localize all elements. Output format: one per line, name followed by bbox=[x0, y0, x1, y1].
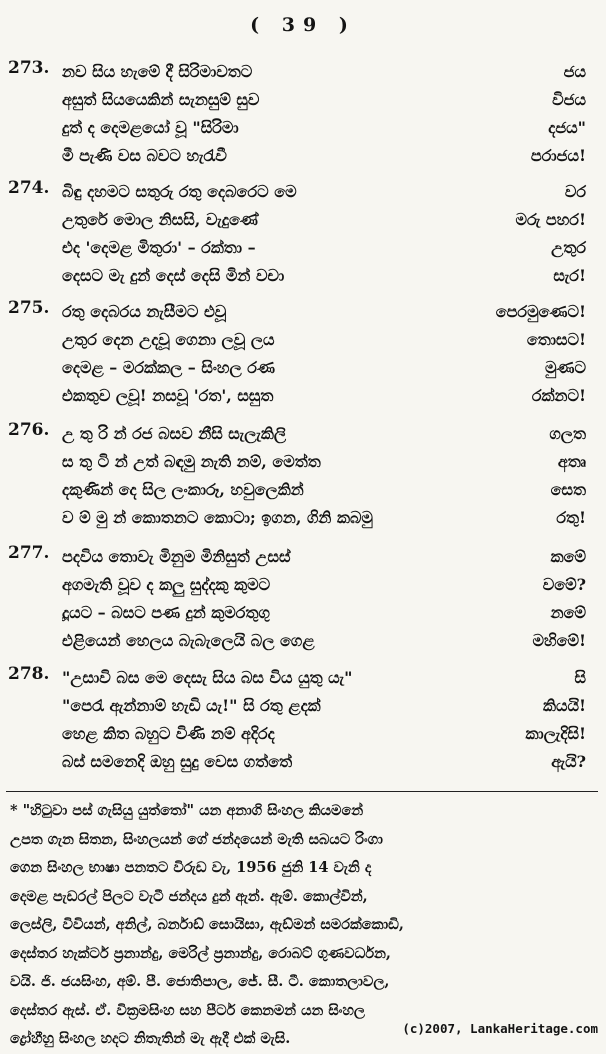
verse-line bbox=[62, 178, 592, 208]
verse-line-text: දුත් ද දෙමළයෝ වූ "සිරිමා bbox=[62, 118, 239, 137]
verse-line bbox=[62, 234, 592, 264]
verse-line bbox=[62, 114, 592, 144]
verse-line-rhyme: විජය bbox=[552, 90, 586, 109]
verse-line-rhyme: කමේ bbox=[550, 547, 586, 566]
verse-line bbox=[62, 720, 592, 750]
verse-line-text: රතු දෙබරය නැසීමට එවූ bbox=[62, 302, 227, 321]
verse-line-rhyme: මහිමේ! bbox=[532, 631, 586, 650]
verse-line-rhyme: දජය" bbox=[548, 118, 586, 137]
page-number: ( 39 ) bbox=[250, 14, 356, 36]
verse-line bbox=[62, 354, 592, 384]
verse-number: 278. bbox=[8, 664, 50, 684]
verse-number: 275. bbox=[8, 298, 50, 318]
verse-line bbox=[62, 664, 592, 694]
verse-line bbox=[62, 599, 592, 629]
verse-line bbox=[62, 571, 592, 601]
copyright-credit: (c)2007, LankaHeritage.com bbox=[402, 1021, 598, 1036]
verse-line bbox=[62, 627, 592, 657]
verse-line-text: පදවිය තොවැ මිනුම මිනිසුත් උසස් bbox=[62, 547, 291, 566]
verse-line bbox=[62, 448, 592, 478]
verse-line bbox=[62, 420, 592, 450]
verse-line bbox=[62, 382, 592, 412]
verse-line bbox=[62, 504, 592, 534]
verse-line-text: නව සිය හැමේ දී සිරිමාවතට bbox=[62, 62, 253, 81]
footnote-line: ලෙස්ලි, විවියන්, අනිල්, බර්නාඩ් සොයිසා, ඇඩ්මන් සමරක්කොඩි, bbox=[10, 916, 404, 933]
verse-number: 276. bbox=[8, 420, 50, 440]
verse-number: 277. bbox=[8, 543, 50, 563]
verse-line bbox=[62, 86, 592, 116]
footnote-divider bbox=[6, 791, 598, 792]
verse-line-rhyme: පෙරමුණෙට! bbox=[495, 302, 586, 321]
footnote-line: වයි. ජි. ජයසිංහ, අම්. පී. ජොතිපාල, ජේ. සී. ටී. කොතලාවල, bbox=[10, 973, 390, 990]
verse-line-text: දකුණින් දෙ සිල ලංකාරූ, හවුලෙකින් bbox=[62, 480, 304, 499]
verse-line bbox=[62, 58, 592, 88]
verse-line-rhyme: කාලැදිසි! bbox=[525, 724, 586, 743]
verse-line-rhyme: ගලත bbox=[549, 424, 586, 443]
verse-line-rhyme: සෙත bbox=[550, 480, 586, 499]
verse-line-text: බිඳු දහමට සතුරු රතු දෙබරෙට මෙ bbox=[62, 182, 297, 201]
footnote bbox=[10, 797, 596, 1054]
verse-line bbox=[62, 326, 592, 356]
footnote-line: * "හිටුවා පස් ගැසියු යුත්තෝ" යන අනාගි සිංහල කියමනේ bbox=[10, 802, 364, 819]
verse-line bbox=[62, 748, 592, 778]
verse-line-text: දෙමළ – මරක්කල – සිංහල රණ bbox=[62, 358, 275, 377]
verse-line-text: උතුරේ මොල නිසසි, වැදුණේ bbox=[62, 210, 258, 229]
verse-line bbox=[62, 262, 592, 292]
verse-line bbox=[62, 206, 592, 236]
verse-line-rhyme: සි bbox=[574, 668, 586, 687]
verse-line-text: උතුර දෙන උදවූ ගෙනා ලවූ ලය bbox=[62, 330, 275, 349]
verse-line-rhyme: කියයි! bbox=[542, 696, 586, 715]
verse-line-text: මී පැණි වස බවට හැරැවී bbox=[62, 146, 227, 165]
verse-line-rhyme: ඇයි? bbox=[551, 752, 586, 771]
verse-line-rhyme: රක්නට! bbox=[531, 386, 586, 405]
footnote-line: දෙස්තර හැක්ටර් ප්‍රනාන්දු, මෙරිල් ප්‍රනාන්දු, රොබට් ගුණවර්ධන, bbox=[10, 944, 391, 962]
footnote-line: දෙස්තර ඇස්. ඒ. වික්‍රමසිංහ සහ පීටර් කෙනමන් යන සිංහල bbox=[10, 1001, 365, 1019]
verse-line-rhyme: ජය bbox=[563, 62, 586, 81]
verse-line-rhyme: නමේ bbox=[550, 603, 586, 622]
footnote-line: ගෙන සිංහල භාෂා පනතට විරුඩ වැ, 1956 ජුනි 14 වැනි ද bbox=[10, 859, 372, 876]
verse-line-rhyme: අතෘ bbox=[557, 452, 586, 471]
verse-number: 274. bbox=[8, 178, 50, 198]
verse-line bbox=[62, 692, 592, 722]
verse-line bbox=[62, 543, 592, 573]
verse-line-text: දූයට – බසට පණ දුන් කුමරතුගු bbox=[62, 603, 270, 622]
verse-line bbox=[62, 476, 592, 506]
verse-line-text: "උසාවි බස මෙ දෙසැ සිය බස විය යුතු යැ" bbox=[62, 668, 353, 687]
verse-line-rhyme: සැර! bbox=[553, 266, 586, 285]
verse-line-text: එද 'දෙමළ මිතුරා' – රක්තා – bbox=[62, 238, 256, 257]
verse-line-text: ව ම් මු න් කොතනට කොටා; ඉගන, ගිනි කබමු bbox=[62, 508, 373, 527]
verse-line-text: දෙසට මැ දුන් දෙස් දෙසි මින් වචා bbox=[62, 266, 285, 285]
verse-line-text: එළියෙන් හෙලය බැබැලෙයි බල ගෙළ bbox=[62, 631, 315, 650]
verse-line-text: බස් සමනෙදි ඔහු සුදු වෙස ගත්තේ bbox=[62, 752, 293, 771]
verse-number: 273. bbox=[8, 58, 50, 78]
footnote-line: ද්‍රෝහීහු සිංහල හදට නිතැතින් මැ ඇදී එක් මැසි. bbox=[10, 1030, 291, 1047]
verse-line-rhyme: මුණට bbox=[545, 358, 586, 377]
verse-line-rhyme: වර bbox=[564, 182, 586, 201]
verse-line-text: අගමැති වූව ද කලු සුද්දකු කුමට bbox=[62, 575, 271, 594]
verse-line-rhyme: උතුර bbox=[551, 238, 586, 257]
verse-line-text: එකතුව ලවූ! නසවූ 'රත', සසුත bbox=[62, 386, 274, 405]
footnote-line: දෙමළ පැඩරල් පිලට වැටී ජන්දය දුන් ඇන්. ඇම්. කොල්වින්, bbox=[10, 887, 368, 905]
verse-line bbox=[62, 298, 592, 328]
verse-line-text: උ තු රි න් රජ බසව නීසි සැලැකිලි bbox=[62, 424, 287, 443]
verse-line-text: හෙළ කිත බහුට විණි නම් අදිරද bbox=[62, 724, 275, 743]
verse-line-text: ස තු ටි න් උත් බඳමු නැති නම්, මෙත්ත bbox=[62, 452, 321, 471]
verse-line-rhyme: පරාජය! bbox=[530, 146, 586, 165]
verse-line-rhyme: තොසට! bbox=[526, 330, 586, 349]
verse-line-rhyme: රතු! bbox=[556, 508, 586, 527]
verse-line-rhyme: වමේ? bbox=[542, 575, 586, 594]
verse-line-rhyme: මරු පහර! bbox=[515, 210, 586, 229]
verse-line-text: අසුත් සියයෙකින් සැනසුම් සුව bbox=[62, 90, 260, 109]
verse-line-text: "පෙරැ ඇන්නාම් හැඩි යැ!" සි රතු ළදක් bbox=[62, 696, 321, 715]
footnote-line: උපත ගැන සිතන, සිංහලයන් ගේ ජන්දයෙන් මැති සබයට රිංගා bbox=[10, 830, 383, 848]
verse-line bbox=[62, 142, 592, 172]
